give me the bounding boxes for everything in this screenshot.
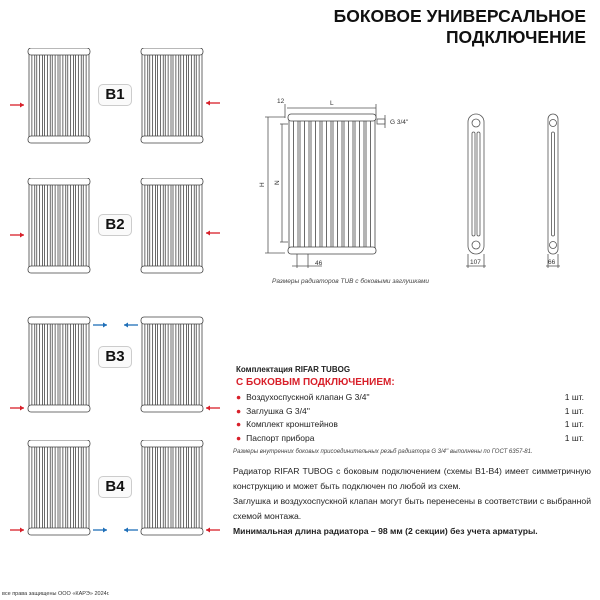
scheme-b4 <box>0 440 230 550</box>
kit-subtitle: С БОКОВЫМ ПОДКЛЮЧЕНИЕМ: <box>236 377 395 388</box>
return-arrow-icon <box>124 323 138 328</box>
dim-12: 12 <box>277 98 285 105</box>
kit-item <box>236 433 584 443</box>
kit-item-qty: 1 шт. <box>564 392 584 402</box>
drawing-caption: Размеры радиаторов TUB с боковыми заглушками <box>272 278 430 285</box>
page-title <box>334 6 586 48</box>
kit-item-qty: 1 шт. <box>564 405 584 416</box>
scheme-b1 <box>0 48 230 158</box>
radiator-left <box>28 48 90 143</box>
kit-item <box>236 392 584 402</box>
supply-arrow-icon <box>206 528 220 533</box>
copyright: все права защищены ООО «КАРЭ» 2024г. <box>2 591 110 597</box>
scheme-label: B1 <box>98 84 132 106</box>
radiator-right <box>141 48 203 143</box>
dim-66: 66 <box>548 259 556 266</box>
kit-item <box>236 419 584 429</box>
description <box>233 464 591 539</box>
supply-arrow-icon <box>10 406 24 411</box>
kit-item-qty: 1 шт. <box>564 432 584 443</box>
kit-item-name: Паспорт прибора <box>246 432 315 443</box>
bullet-icon: ● <box>236 405 242 416</box>
dim-H: H <box>259 182 266 187</box>
thread-label: G 3/4'' <box>390 119 409 126</box>
supply-arrow-icon <box>10 233 24 238</box>
radiator-front-view <box>288 114 376 254</box>
scheme-b2 <box>0 178 230 288</box>
dim-107: 107 <box>470 259 481 266</box>
title-line-2: ПОДКЛЮЧЕНИЕ <box>445 27 586 47</box>
supply-arrow-icon <box>206 231 220 236</box>
dim-46: 46 <box>315 260 323 267</box>
return-arrow-icon <box>93 323 107 328</box>
dim-N: N <box>274 180 281 185</box>
radiator-left <box>28 317 90 412</box>
return-arrow-icon <box>93 528 107 533</box>
radiator-left <box>28 178 90 273</box>
bullet-icon: ● <box>236 392 242 402</box>
bullet-icon: ● <box>236 419 242 429</box>
scheme-label: B2 <box>98 214 132 236</box>
thread-note: Размеры внутренних боковых присоединительных резьб радиатора G 3/4'' выполнены по ГОСТ 6357-81. <box>233 449 533 455</box>
radiator-right <box>141 440 203 535</box>
return-arrow-icon <box>124 528 138 533</box>
radiator-left <box>28 440 90 535</box>
kit-item-name: Заглушка G 3/4'' <box>246 405 310 416</box>
scheme-b3 <box>0 310 230 420</box>
supply-arrow-icon <box>206 101 220 106</box>
kit-title: Комплектация RIFAR TUBOG <box>236 365 351 374</box>
description-paragraph-1: Радиатор RIFAR TUBOG с боковым подключением (схемы B1-B4) имеет симметричную конструкцию и может быть подключен по любой из схем. <box>233 466 591 491</box>
scheme-label: B3 <box>98 346 132 368</box>
dimension-drawing <box>240 90 590 280</box>
radiator-right <box>141 178 203 273</box>
radiator-right <box>141 317 203 412</box>
description-paragraph-3: Минимальная длина радиатора – 98 мм (2 секции) без учета арматуры. <box>233 526 538 536</box>
scheme-label: B4 <box>98 476 132 498</box>
supply-arrow-icon <box>206 406 220 411</box>
kit-item <box>236 406 584 416</box>
title-line-1: БОКОВОЕ УНИВЕРСАЛЬНОЕ <box>333 6 586 26</box>
kit-item-name: Воздухоспускной клапан G 3/4'' <box>246 392 370 402</box>
supply-arrow-icon <box>10 528 24 533</box>
dim-L: L <box>330 100 334 107</box>
bullet-icon: ● <box>236 432 242 443</box>
description-paragraph-2: Заглушка и воздухоспускной клапан могут быть перенесены в соответствии с выбранной схемой монтажа. <box>233 496 591 521</box>
supply-arrow-icon <box>10 103 24 108</box>
kit-item-qty: 1 шт. <box>564 419 584 429</box>
kit-item-name: Комплект кронштейнов <box>246 419 338 429</box>
